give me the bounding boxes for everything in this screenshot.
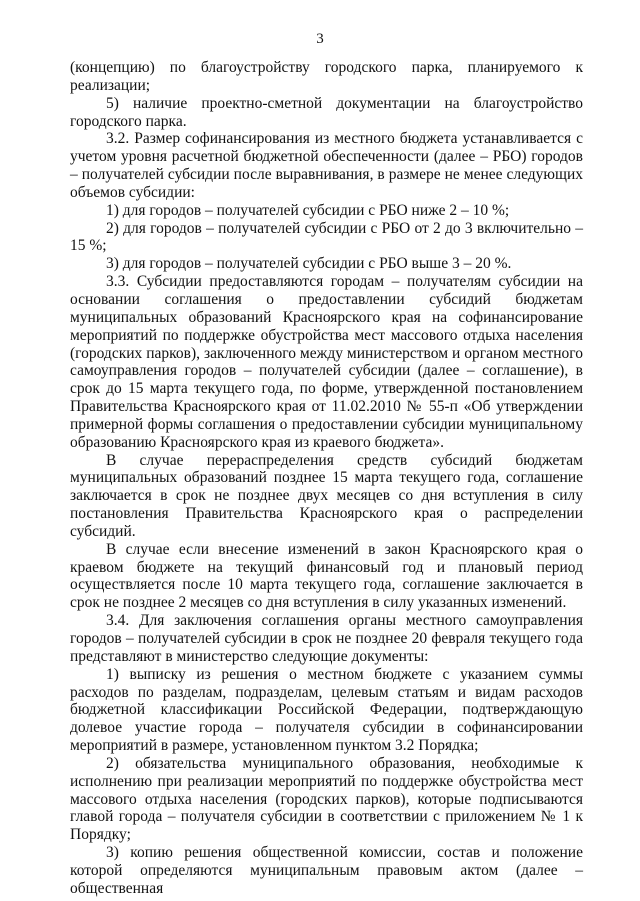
paragraph-rbo-above-3: 3) для городов – получателей субсидии с РБО выше 3 – 20 %.	[106, 255, 512, 273]
paragraph-3-2-cofinancing: 3.2. Размер софинансирования из местного бюджета устанавливается с учетом уровня расчетной бюджетной обеспеченности (далее – РБО) городов – получателей субсидии после выравнивания, в размере не менее следующих объемов субсидии:	[70, 130, 583, 201]
paragraph-doc-item-3: 3) копию решения общественной комиссии, состав и положение которой определяются муниципальным правовым актом (далее – общественная	[70, 844, 583, 897]
paragraph-3-4-documents: 3.4. Для заключения соглашения органы местного самоуправления городов – получателей субсидии в срок не позднее 20 февраля текущего года представляют в министерство следующие документы:	[70, 612, 583, 665]
paragraph-rbo-2-to-3: 2) для городов – получателей субсидии с РБО от 2 до 3 включительно – 15 %;	[70, 219, 583, 255]
paragraph-rbo-below-2: 1) для городов – получателей субсидии с РБО ниже 2 – 10 %;	[106, 201, 510, 219]
paragraph-3-3-agreement: 3.3. Субсидии предоставляются городам – получателям субсидии на основании соглашения о предоставлении субсидий бюджетам муниципальных образований Красноярского края на софинансирование мероприятий по поддержке обустройства мест массового отдыха населения (городских парков), заключенного между министерством и органом местного самоуправления городов – получателей субсидии (далее – соглашение), в срок до 15 марта текущего года, по форме, утвержденной постановлением Правительства Красноярского края от 11.02.2010 № 55-п «Об утверждении примерной формы соглашения о предоставлении субсидии муниципальному образованию Красноярского края из краевого бюджета».	[70, 273, 583, 451]
paragraph-redistribution: В случае перераспределения средств субсидий бюджетам муниципальных образований позднее 15 марта текущего года, соглашение заключается в срок не позднее двух месяцев со дня вступления в силу постановления Правительства Красноярского края о распределении субсидий.	[70, 451, 583, 540]
paragraph-concept-continuation: (концепцию) по благоустройству городского парка, планируемого к реализации;	[70, 59, 583, 94]
paragraph-budget-amendment: В случае если внесение изменений в закон Красноярского края о краевом бюджете на текущий финансовый год и плановый период осуществляется после 10 марта текущего года, соглашение заключается в срок не позднее 2 месяцев со дня вступления в силу указанных изменений.	[70, 540, 583, 612]
paragraph-doc-item-2: 2) обязательства муниципального образования, необходимые к исполнению при реализации мероприятий по поддержке обустройства мест массового отдыха населения (городских парков), которые подписываются главой города – получателя субсидии в соответствии с приложением № 1 к Порядку;	[70, 754, 583, 844]
page-number: 3	[316, 31, 324, 47]
paragraph-doc-item-1: 1) выписку из решения о местном бюджете с указанием суммы расходов по разделам, подразделам, целевым статьям и видам расходов бюджетной классификации Российской Федерации, подтверждающую долевое участие города – получателя субсидии в софинансировании мероприятий в размере, установленном пунктом 3.2 Порядка;	[70, 665, 583, 755]
paragraph-item-5-design-docs: 5) наличие проектно-сметной документации на благоустройство городского парка.	[70, 94, 583, 130]
document-body	[70, 59, 583, 898]
